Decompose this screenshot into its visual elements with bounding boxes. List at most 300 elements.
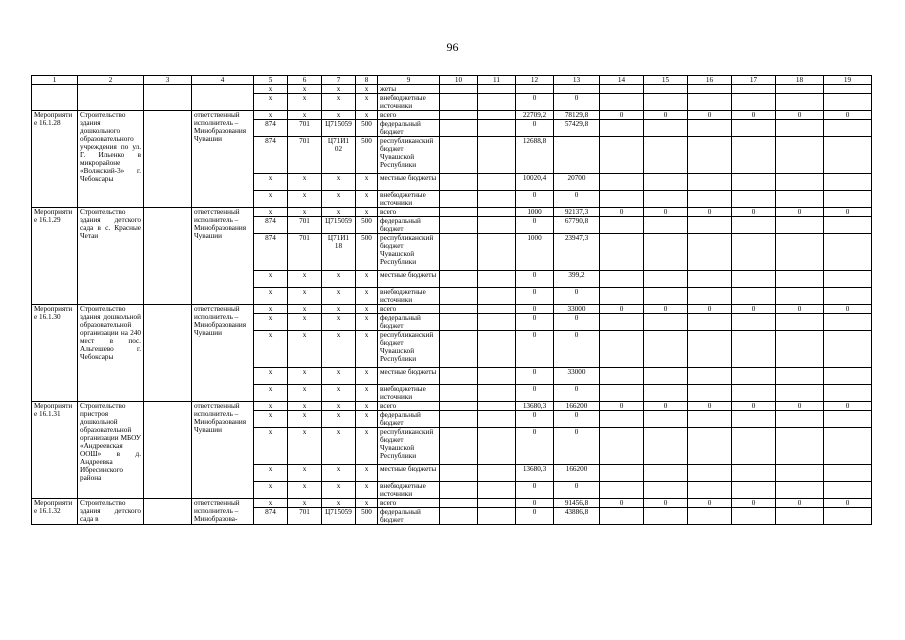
cell-c10 xyxy=(440,428,478,465)
funding-source: республиканский бюджет Чувашской Республики xyxy=(378,331,440,368)
cell-c13 xyxy=(554,137,600,174)
cell-c18 xyxy=(776,120,824,137)
cell-c11 xyxy=(478,428,516,465)
cell-c14 xyxy=(600,428,644,465)
cell-c19 xyxy=(824,191,872,208)
cell-c12: 0 xyxy=(516,314,554,331)
cell-c14 xyxy=(600,120,644,137)
cell-c5: x xyxy=(254,368,288,385)
cell-c5: x xyxy=(254,288,288,305)
cell-c12: 0 xyxy=(516,411,554,428)
cell-c13: 0 xyxy=(554,428,600,465)
cell-c10 xyxy=(440,411,478,428)
cell-c6: x xyxy=(288,385,322,402)
header-cell-14: 14 xyxy=(600,76,644,85)
cell-c13: 57429,8 xyxy=(554,120,600,137)
cell-c14 xyxy=(600,271,644,288)
cell-c8: x xyxy=(356,499,378,508)
header-cell-18: 18 xyxy=(776,76,824,85)
cell-c19 xyxy=(824,385,872,402)
cell-c6: x xyxy=(288,411,322,428)
cell-c19 xyxy=(824,85,872,94)
cell-c13: 78129,8 xyxy=(554,111,600,120)
cell-c12: 0 xyxy=(516,331,554,368)
cell-c15 xyxy=(644,368,688,385)
cell-c7: x xyxy=(322,174,356,191)
cell-c18: 0 xyxy=(776,499,824,508)
cell-c8: 500 xyxy=(356,234,378,271)
cell-c15 xyxy=(644,331,688,368)
cell-c11 xyxy=(478,208,516,217)
cell-c12: 1000 xyxy=(516,208,554,217)
cell-c15: 0 xyxy=(644,402,688,411)
cell-c6: x xyxy=(288,174,322,191)
cell-c18 xyxy=(776,271,824,288)
cell-c19: 0 xyxy=(824,208,872,217)
cell-c5: 874 xyxy=(254,508,288,525)
cell-c10 xyxy=(440,234,478,271)
cell-c16 xyxy=(688,428,732,465)
header-cell-17: 17 xyxy=(732,76,776,85)
cell-c13: 43886,8 xyxy=(554,508,600,525)
cell-c18 xyxy=(776,508,824,525)
cell-c17 xyxy=(732,482,776,499)
cell-c8: x xyxy=(356,191,378,208)
cell-c10 xyxy=(440,217,478,234)
cell-c12: 0 xyxy=(516,271,554,288)
cell-c18 xyxy=(776,288,824,305)
cell-c7: x xyxy=(322,85,356,94)
cell-c14 xyxy=(600,411,644,428)
cell-c10 xyxy=(440,368,478,385)
budget-table xyxy=(31,75,872,525)
cell-c15: 0 xyxy=(644,499,688,508)
cell-c13: 33000 xyxy=(554,305,600,314)
cell-c17 xyxy=(732,191,776,208)
cell-c5: x xyxy=(254,111,288,120)
cell-c17 xyxy=(732,465,776,482)
cell-c15 xyxy=(644,137,688,174)
cell-c3 xyxy=(144,111,192,208)
cell-c18 xyxy=(776,94,824,111)
cell-c11 xyxy=(478,94,516,111)
cell-c10 xyxy=(440,85,478,94)
cell-c7: x xyxy=(322,331,356,368)
cell-c13: 20700 xyxy=(554,174,600,191)
cell-c5: x xyxy=(254,499,288,508)
cell-c17 xyxy=(732,288,776,305)
cell-c15 xyxy=(644,465,688,482)
cell-c6: x xyxy=(288,499,322,508)
cell-c12: 10020,4 xyxy=(516,174,554,191)
cell-c6: x xyxy=(288,428,322,465)
cell-c17: 0 xyxy=(732,499,776,508)
measure-number: Мероприятие 16.1.29 xyxy=(32,208,78,305)
cell-c14 xyxy=(600,482,644,499)
cell-c18 xyxy=(776,217,824,234)
cell-c13: 0 xyxy=(554,331,600,368)
cell-c3 xyxy=(144,208,192,305)
cell-c3 xyxy=(144,85,192,111)
cell-c19 xyxy=(824,217,872,234)
funding-source: местные бюджеты xyxy=(378,368,440,385)
cell-c8: x xyxy=(356,174,378,191)
cell-c10 xyxy=(440,271,478,288)
responsible-executor: ответственный исполнитель – Минобразования Чувашии xyxy=(192,402,254,499)
cell-c11 xyxy=(478,191,516,208)
cell-c5: x xyxy=(254,385,288,402)
cell-c11 xyxy=(478,271,516,288)
cell-c10 xyxy=(440,465,478,482)
funding-source: республиканский бюджет Чувашской Республики xyxy=(378,428,440,465)
header-cell-5: 5 xyxy=(254,76,288,85)
header-cell-7: 7 xyxy=(322,76,356,85)
cell-c18 xyxy=(776,137,824,174)
carryover-row xyxy=(32,85,872,94)
cell-c6: x xyxy=(288,288,322,305)
cell-c10 xyxy=(440,120,478,137)
cell-c19 xyxy=(824,465,872,482)
cell-c10 xyxy=(440,499,478,508)
cell-c12: 0 xyxy=(516,428,554,465)
cell-c17: 0 xyxy=(732,402,776,411)
cell-c5: x xyxy=(254,402,288,411)
cell-c16: 0 xyxy=(688,208,732,217)
cell-c11 xyxy=(478,217,516,234)
cell-c8: 500 xyxy=(356,508,378,525)
funding-source: жеты xyxy=(378,85,440,94)
cell-c12: 0 xyxy=(516,482,554,499)
cell-c14 xyxy=(600,465,644,482)
cell-c11 xyxy=(478,120,516,137)
cell-c13: 33000 xyxy=(554,368,600,385)
funding-source: местные бюджеты xyxy=(378,465,440,482)
funding-source: всего xyxy=(378,402,440,411)
cell-c13: 91456,8 xyxy=(554,499,600,508)
cell-c15: 0 xyxy=(644,111,688,120)
cell-c19: 0 xyxy=(824,402,872,411)
cell-c6: x xyxy=(288,465,322,482)
funding-source: внебюджетные источники xyxy=(378,191,440,208)
cell-c7: Ц715059 xyxy=(322,508,356,525)
cell-c10 xyxy=(440,174,478,191)
cell-c13: 0 xyxy=(554,191,600,208)
cell-c5: x xyxy=(254,271,288,288)
cell-c10 xyxy=(440,137,478,174)
cell-c5: x xyxy=(254,482,288,499)
funding-source: внебюджетные источники xyxy=(378,288,440,305)
header-cell-12: 12 xyxy=(516,76,554,85)
cell-c15 xyxy=(644,234,688,271)
cell-c5: x xyxy=(254,305,288,314)
cell-c15 xyxy=(644,385,688,402)
cell-c6: x xyxy=(288,94,322,111)
measure-title: Строительство здания детского сада в с. Красные Четаи xyxy=(78,208,144,305)
funding-source: всего xyxy=(378,208,440,217)
cell-c18 xyxy=(776,368,824,385)
cell-c19 xyxy=(824,411,872,428)
cell-c17: 0 xyxy=(732,305,776,314)
cell-c5: x xyxy=(254,411,288,428)
cell-c7: x xyxy=(322,94,356,111)
cell-c5: 874 xyxy=(254,217,288,234)
cell-c15 xyxy=(644,482,688,499)
cell-c8: 500 xyxy=(356,120,378,137)
cell-c15 xyxy=(644,508,688,525)
header-cell-6: 6 xyxy=(288,76,322,85)
cell-c19 xyxy=(824,234,872,271)
cell-c10 xyxy=(440,331,478,368)
funding-source: федеральный бюджет xyxy=(378,314,440,331)
cell-c17: 0 xyxy=(732,208,776,217)
cell-c17 xyxy=(732,314,776,331)
cell-c19 xyxy=(824,288,872,305)
cell-c16 xyxy=(688,191,732,208)
cell-c8: x xyxy=(356,314,378,331)
cell-c11 xyxy=(478,85,516,94)
cell-c3 xyxy=(144,499,192,525)
cell-c18 xyxy=(776,314,824,331)
cell-c18: 0 xyxy=(776,402,824,411)
funding-source: республиканский бюджет Чувашской Республики xyxy=(378,234,440,271)
cell-c16 xyxy=(688,368,732,385)
cell-c18 xyxy=(776,85,824,94)
cell-c6: 701 xyxy=(288,234,322,271)
cell-c15 xyxy=(644,174,688,191)
cell-c7: x xyxy=(322,499,356,508)
cell-c10 xyxy=(440,191,478,208)
responsible-executor: ответственный исполнитель – Минобразования Чувашии xyxy=(192,305,254,402)
header-cell-8: 8 xyxy=(356,76,378,85)
funding-source: федеральный бюджет xyxy=(378,508,440,525)
cell-c12: 0 xyxy=(516,368,554,385)
cell-c17 xyxy=(732,137,776,174)
cell-c6: 701 xyxy=(288,137,322,174)
cell-c11 xyxy=(478,137,516,174)
cell-c11 xyxy=(478,368,516,385)
cell-c18 xyxy=(776,191,824,208)
cell-c12: 0 xyxy=(516,191,554,208)
cell-c15 xyxy=(644,191,688,208)
cell-c14 xyxy=(600,368,644,385)
cell-c16 xyxy=(688,217,732,234)
cell-c14 xyxy=(600,288,644,305)
cell-c18 xyxy=(776,482,824,499)
cell-c6: 701 xyxy=(288,120,322,137)
cell-c14 xyxy=(600,217,644,234)
cell-c15 xyxy=(644,85,688,94)
cell-c5: x xyxy=(254,208,288,217)
cell-c7: x xyxy=(322,428,356,465)
cell-c16 xyxy=(688,271,732,288)
cell-c8: x xyxy=(356,288,378,305)
cell-c7: x xyxy=(322,368,356,385)
funding-source: всего xyxy=(378,111,440,120)
cell-c10 xyxy=(440,94,478,111)
cell-c7: Ц71И1 02 xyxy=(322,137,356,174)
cell-c15: 0 xyxy=(644,305,688,314)
cell-c1 xyxy=(32,85,78,111)
cell-c14 xyxy=(600,85,644,94)
cell-c12: 0 xyxy=(516,385,554,402)
cell-c18 xyxy=(776,331,824,368)
cell-c14: 0 xyxy=(600,305,644,314)
cell-c12: 0 xyxy=(516,499,554,508)
measure-row xyxy=(32,111,872,120)
cell-c16: 0 xyxy=(688,402,732,411)
funding-source: федеральный бюджет xyxy=(378,411,440,428)
cell-c7: x xyxy=(322,111,356,120)
cell-c16 xyxy=(688,94,732,111)
cell-c10 xyxy=(440,111,478,120)
cell-c5: x xyxy=(254,85,288,94)
cell-c19 xyxy=(824,508,872,525)
cell-c19 xyxy=(824,428,872,465)
header-cell-10: 10 xyxy=(440,76,478,85)
cell-c17 xyxy=(732,385,776,402)
cell-c8: 500 xyxy=(356,137,378,174)
cell-c11 xyxy=(478,331,516,368)
cell-c14: 0 xyxy=(600,402,644,411)
cell-c14 xyxy=(600,234,644,271)
cell-c8: x xyxy=(356,94,378,111)
cell-c12: 0 xyxy=(516,217,554,234)
cell-c7: x xyxy=(322,482,356,499)
header-cell-2: 2 xyxy=(78,76,144,85)
cell-c15 xyxy=(644,288,688,305)
funding-source: внебюджетные источники xyxy=(378,482,440,499)
header-cell-16: 16 xyxy=(688,76,732,85)
cell-c10 xyxy=(440,208,478,217)
cell-c15 xyxy=(644,271,688,288)
cell-c13: 67790,8 xyxy=(554,217,600,234)
measure-row xyxy=(32,402,872,411)
funding-source: внебюджетные источники xyxy=(378,94,440,111)
funding-source: федеральный бюджет xyxy=(378,217,440,234)
cell-c14 xyxy=(600,385,644,402)
cell-c18 xyxy=(776,234,824,271)
measure-title: Строительство здания дошкольной образовательной организации на 240 мест в пос. Альгешево г. Чебоксары xyxy=(78,305,144,402)
measure-number: Мероприятие 16.1.30 xyxy=(32,305,78,402)
cell-c8: x xyxy=(356,271,378,288)
cell-c11 xyxy=(478,465,516,482)
cell-c18: 0 xyxy=(776,305,824,314)
cell-c8: 500 xyxy=(356,217,378,234)
cell-c12: 0 xyxy=(516,94,554,111)
cell-c15 xyxy=(644,94,688,111)
cell-c18 xyxy=(776,174,824,191)
cell-c5: x xyxy=(254,314,288,331)
cell-c6: 701 xyxy=(288,508,322,525)
cell-c6: x xyxy=(288,191,322,208)
cell-c18: 0 xyxy=(776,208,824,217)
cell-c11 xyxy=(478,288,516,305)
cell-c10 xyxy=(440,482,478,499)
cell-c14 xyxy=(600,94,644,111)
cell-c19 xyxy=(824,94,872,111)
cell-c7: x xyxy=(322,191,356,208)
cell-c8: x xyxy=(356,385,378,402)
measure-title: Строительство пристроя дошкольной образовательной организации МБОУ «Андреевская ООШ» в д. Андреевка Ибресинского района xyxy=(78,402,144,499)
cell-c6: x xyxy=(288,402,322,411)
cell-c7: x xyxy=(322,288,356,305)
cell-c7: x xyxy=(322,411,356,428)
cell-c6: x xyxy=(288,271,322,288)
cell-c17 xyxy=(732,271,776,288)
cell-c16 xyxy=(688,174,732,191)
funding-source: федеральный бюджет xyxy=(378,120,440,137)
cell-c5: x xyxy=(254,331,288,368)
cell-c8: x xyxy=(356,428,378,465)
cell-c5: 874 xyxy=(254,120,288,137)
cell-c18 xyxy=(776,411,824,428)
cell-c6: 701 xyxy=(288,217,322,234)
cell-c6: x xyxy=(288,331,322,368)
header-cell-3: 3 xyxy=(144,76,192,85)
cell-c13: 23947,3 xyxy=(554,234,600,271)
cell-c10 xyxy=(440,305,478,314)
cell-c13: 166200 xyxy=(554,402,600,411)
cell-c17: 0 xyxy=(732,111,776,120)
measure-row xyxy=(32,305,872,314)
cell-c11 xyxy=(478,482,516,499)
cell-c5: x xyxy=(254,191,288,208)
cell-c14 xyxy=(600,314,644,331)
cell-c17 xyxy=(732,234,776,271)
cell-c5: x xyxy=(254,94,288,111)
cell-c14 xyxy=(600,137,644,174)
cell-c6: x xyxy=(288,111,322,120)
cell-c8: x xyxy=(356,85,378,94)
header-cell-11: 11 xyxy=(478,76,516,85)
measure-number: Мероприятие 16.1.31 xyxy=(32,402,78,499)
cell-c19 xyxy=(824,482,872,499)
cell-c12: 0 xyxy=(516,305,554,314)
cell-c8: x xyxy=(356,305,378,314)
cell-c12: 13680,3 xyxy=(516,402,554,411)
cell-c11 xyxy=(478,402,516,411)
cell-c13: 166200 xyxy=(554,465,600,482)
cell-c7: x xyxy=(322,271,356,288)
cell-c10 xyxy=(440,385,478,402)
cell-c16: 0 xyxy=(688,499,732,508)
responsible-executor: ответственный исполнитель – Минобразования Чувашии xyxy=(192,111,254,208)
cell-c6: x xyxy=(288,85,322,94)
cell-c15 xyxy=(644,428,688,465)
cell-c15 xyxy=(644,217,688,234)
cell-c13: 0 xyxy=(554,482,600,499)
funding-source: внебюджетные источники xyxy=(378,385,440,402)
cell-c12: 0 xyxy=(516,120,554,137)
cell-c7: x xyxy=(322,465,356,482)
header-cell-1: 1 xyxy=(32,76,78,85)
cell-c12: 0 xyxy=(516,288,554,305)
cell-c12: 22709,2 xyxy=(516,111,554,120)
measure-title: Строительство здания дошкольного образовательного учреждения по ул. Г. Ильенко в микрорайоне «Волжский-3» г. Чебоксары xyxy=(78,111,144,208)
cell-c8: x xyxy=(356,111,378,120)
funding-source: республиканский бюджет Чувашской Республики xyxy=(378,137,440,174)
cell-c17 xyxy=(732,94,776,111)
cell-c11 xyxy=(478,411,516,428)
cell-c17 xyxy=(732,174,776,191)
cell-c19 xyxy=(824,368,872,385)
cell-c13: 0 xyxy=(554,385,600,402)
cell-c12: 13680,3 xyxy=(516,465,554,482)
cell-c17 xyxy=(732,368,776,385)
cell-c18 xyxy=(776,385,824,402)
cell-c11 xyxy=(478,314,516,331)
cell-c16 xyxy=(688,288,732,305)
